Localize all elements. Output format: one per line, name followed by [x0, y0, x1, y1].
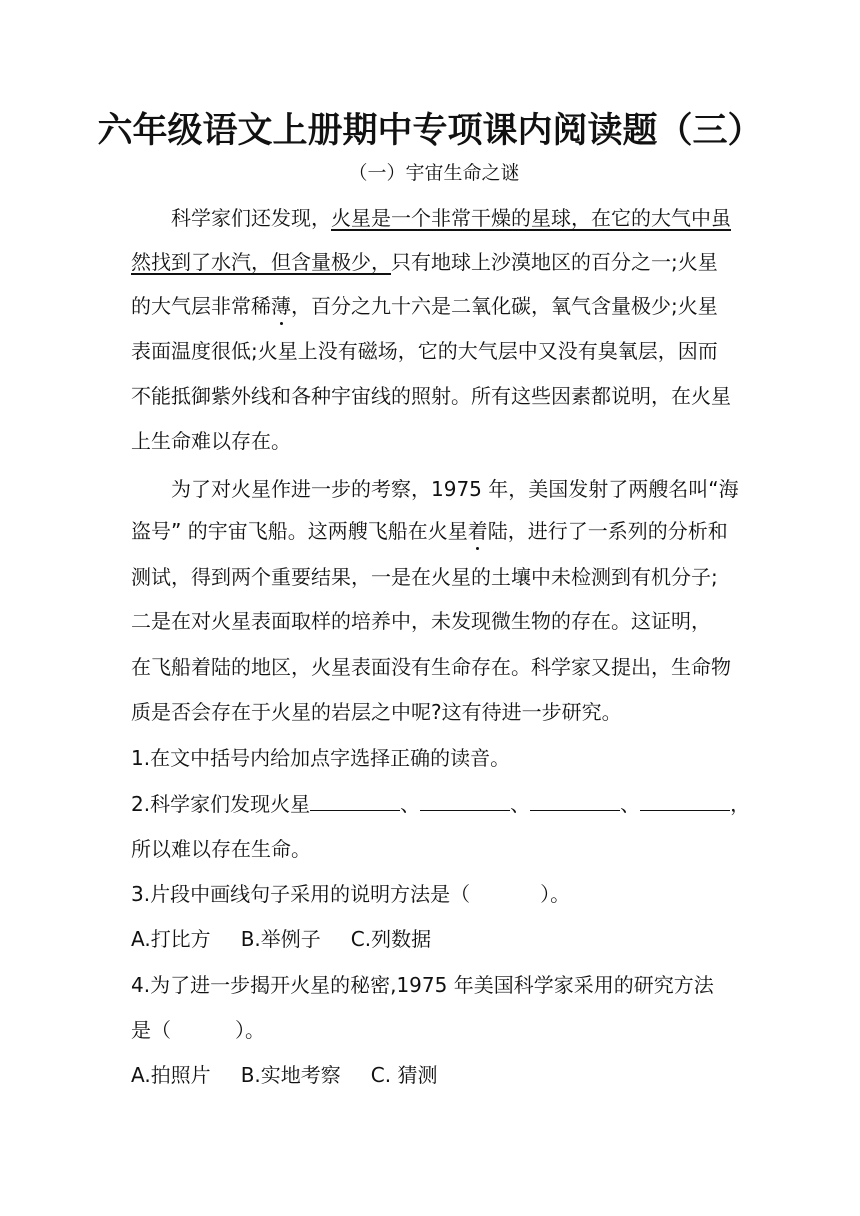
dotted-character: 薄 — [271, 294, 291, 318]
question-4-continued — [131, 1016, 731, 1044]
underlined-sentence: 火星是一个非常干燥的星球，在它的大气中虽 — [331, 206, 731, 230]
answer-blank[interactable] — [530, 790, 620, 811]
passage-line — [171, 204, 731, 232]
question-2-continued: 所以难以存在生命。 — [131, 837, 311, 861]
passage-line: 二是在对火星表面取样的培养中，未发现微生物的存在。这证明， — [131, 609, 711, 633]
page-title: 六年级语文上册期中专项课内阅读题（三） — [97, 110, 763, 151]
answer-blank[interactable] — [310, 790, 400, 811]
passage-line — [131, 248, 731, 276]
question-3 — [131, 880, 731, 908]
text-span: 、 — [400, 792, 421, 816]
passage-line: 在飞船着陆的地区，火星表面没有生命存在。科学家又提出，生命物 — [131, 655, 731, 679]
text-span: 、 — [510, 792, 531, 816]
dotted-character: 着 — [467, 519, 488, 543]
question-3-options — [131, 925, 731, 953]
text-span: ）。 — [235, 1018, 265, 1042]
text-span: 3.片段中画线句子采用的说明方法是（ — [131, 882, 471, 906]
text-span: ，百分之九十六是二氧化碳，氧气含量极少;火星 — [291, 294, 718, 318]
option-a[interactable]: A.拍照片 — [131, 1063, 211, 1087]
question-4: 4.为了进一步揭开火星的秘密,1975 年美国科学家采用的研究方法 — [131, 973, 714, 997]
passage-line: 测试，得到两个重要结果，一是在火星的土壤中未检测到有机分子; — [131, 565, 718, 589]
passage-line: 不能抵御紫外线和各种宇宙线的照射。所有这些因素都说明，在火星 — [131, 384, 731, 408]
option-b[interactable]: B.实地考察 — [240, 1063, 341, 1087]
question-1: 1.在文中括号内给加点字选择正确的读音。 — [131, 746, 511, 770]
text-span: 2.科学家们发现火星 — [131, 792, 311, 816]
text-span: 是（ — [131, 1018, 171, 1042]
option-c[interactable]: C.列数据 — [350, 927, 432, 951]
passage-line: 为了对火星作进一步的考察，1975 年，美国发射了两艘名叫“海 — [171, 477, 739, 501]
text-span: 陆，进行了一系列的分析和 — [487, 519, 728, 543]
passage-line: 上生命难以存在。 — [131, 429, 291, 453]
answer-blank[interactable] — [420, 790, 510, 811]
section-title: （一）宇宙生命之谜 — [348, 162, 520, 184]
underlined-sentence: 然找到了水汽，但含量极少， — [131, 250, 391, 274]
option-b[interactable]: B.举例子 — [240, 927, 321, 951]
answer-blank[interactable] — [640, 790, 730, 811]
question-4-options — [131, 1061, 731, 1089]
passage-line — [131, 292, 731, 320]
passage-line: 质是否会存在于火星的岩层之中呢?这有待进一步研究。 — [131, 700, 622, 724]
question-2 — [131, 790, 751, 818]
text-span: 的大气层非常稀 — [131, 294, 271, 318]
option-c[interactable]: C. 猜测 — [370, 1063, 438, 1087]
text-span: 只有地球上沙漠地区的百分之一;火星 — [391, 250, 718, 274]
text-span: 、 — [620, 792, 641, 816]
text-span: ）。 — [540, 882, 571, 906]
passage-line: 表面温度很低;火星上没有磁场，它的大气层中又没有臭氧层，因而 — [131, 339, 718, 363]
option-a[interactable]: A.打比方 — [131, 927, 211, 951]
passage-line — [131, 517, 731, 545]
text-span: 盗号” 的宇宙飞船。这两艘飞船在火星 — [131, 519, 468, 543]
text-span: ， — [730, 792, 751, 816]
text-span: 科学家们还发现， — [171, 206, 331, 230]
